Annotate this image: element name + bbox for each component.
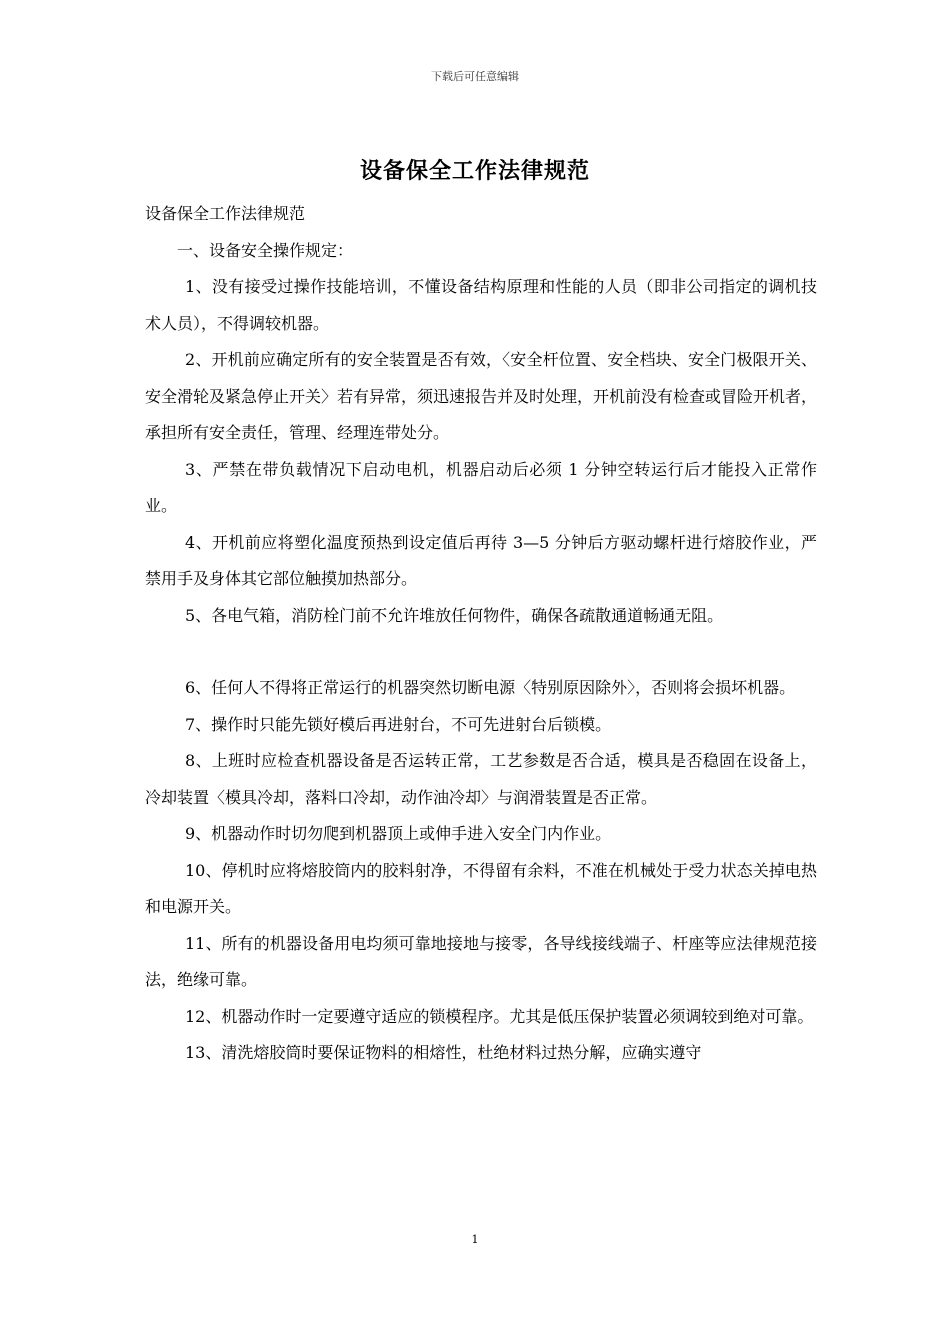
rule-item-11: 11、所有的机器设备用电均须可靠地接地与接零，各导线接线端子、杆座等应法律规范接法，绝缘可靠。 [145, 933, 817, 989]
document-title: 设备保全工作法律规范 [359, 158, 590, 184]
rule-item-9: 9、机器动作时切勿爬到机器顶上或伸手进入安全门内作业。 [185, 824, 612, 843]
rule-item-6: 6、任何人不得将正常运行的机器突然切断电源〈特别原因除外〉，否则将会损坏机器。 [185, 678, 796, 697]
paragraph-gap [145, 634, 817, 670]
rule-item-13: 13、清洗熔胶筒时要保证物料的相熔性，杜绝材料过热分解，应确实遵守 [185, 1043, 702, 1062]
document-body [145, 196, 817, 1072]
rule-item-2: 2、开机前应确定所有的安全装置是否有效，〈安全杆位置、安全档块、安全门极限开关、安全滑轮及紧急停止开关〉若有异常，须迅速报告并及时处理，开机前没有检查或冒险开机者，承担所有安全责任，管理、经理连带处分。 [145, 350, 818, 442]
document-subtitle: 设备保全工作法律规范 [145, 204, 306, 223]
rule-item-3: 3、严禁在带负载情况下启动电机，机器启动后必须 1 分钟空转运行后才能投入正常作业。 [145, 459, 817, 515]
rule-item-1: 1、没有接受过操作技能培训，不懂设备结构原理和性能的人员（即非公司指定的调机技术人员），不得调较机器。 [145, 277, 817, 333]
rule-item-12: 12、机器动作时一定要遵守适应的锁模程序。尤其是低压保护装置必须调较到绝对可靠。 [185, 1006, 814, 1026]
rule-item-7: 7、操作时只能先锁好模后再进射台，不可先进射台后锁模。 [185, 714, 612, 734]
page-number: 1 [471, 1233, 479, 1246]
rule-item-8: 8、上班时应检查机器设备是否运转正常，工艺参数是否合适，模具是否稳固在设备上，冷却装置〈模具冷却，落料口冷却，动作油冷却〉与润滑装置是否正常。 [145, 751, 817, 807]
header-note: 下载后可任意编辑 [431, 70, 519, 83]
rule-item-10: 10、停机时应将熔胶筒内的胶料射净，不得留有余料，不准在机械处于受力状态关掉电热和电源开关。 [145, 860, 817, 916]
rule-item-5: 5、各电气箱，消防栓门前不允许堆放任何物件，确保各疏散通道畅通无阻。 [185, 605, 724, 625]
section-heading: 一、设备安全操作规定： [177, 240, 354, 260]
rule-item-4: 4、开机前应将塑化温度预热到设定值后再待 3—5 分钟后方驱动螺杆进行熔胶作业，严禁用手及身体其它部位触摸加热部分。 [145, 532, 817, 588]
